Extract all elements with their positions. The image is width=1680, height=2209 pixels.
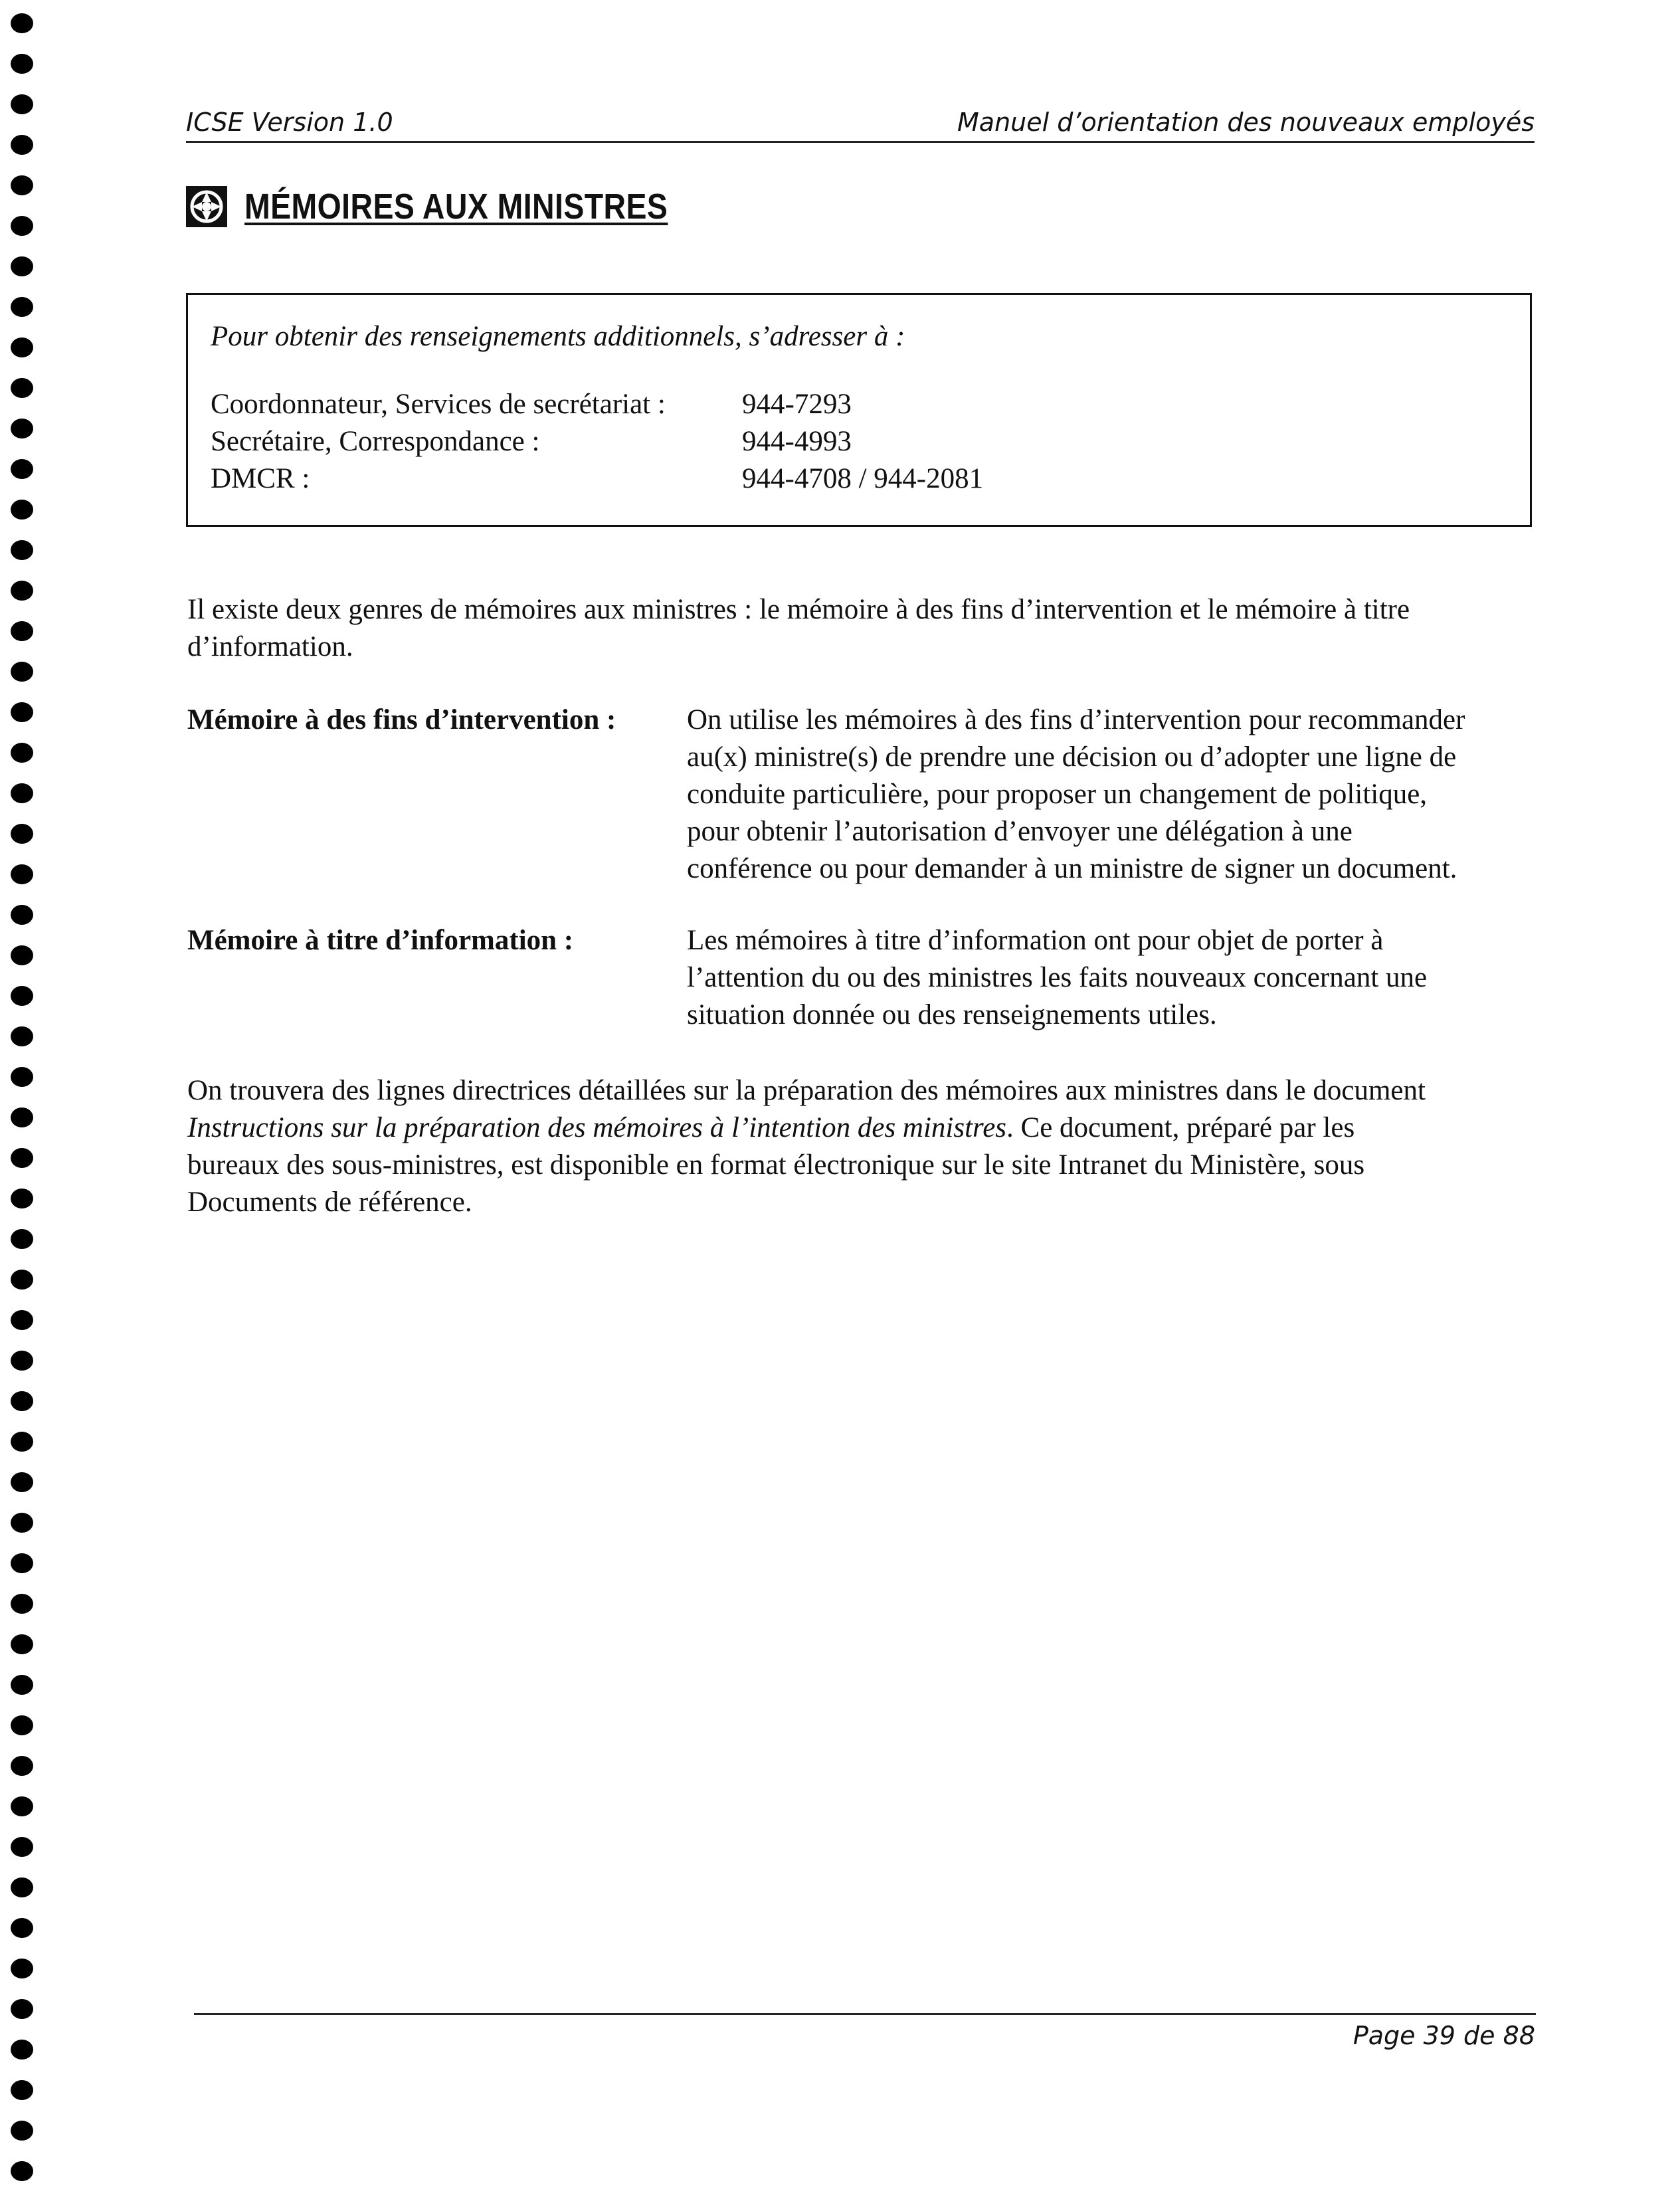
contact-box bbox=[186, 293, 1532, 527]
binding-hole bbox=[11, 94, 33, 114]
binding-hole bbox=[11, 662, 33, 682]
contact-label: Coordonnateur, Services de secrétariat : bbox=[211, 389, 666, 420]
binding-hole bbox=[11, 1796, 33, 1816]
binding-hole bbox=[11, 337, 33, 357]
binding-hole bbox=[11, 500, 33, 520]
binding-hole bbox=[11, 1148, 33, 1168]
binding-hole bbox=[11, 2161, 33, 2181]
contact-label: Secrétaire, Correspondance : bbox=[211, 426, 540, 457]
closing-paragraph bbox=[187, 1072, 1542, 1221]
binding-hole bbox=[11, 1067, 33, 1087]
binding-hole bbox=[11, 13, 33, 33]
closing-line: bureaux des sous-ministres, est disponible en format électronique sur le site Intranet du Ministère, sous bbox=[187, 1149, 1365, 1181]
document-reference-title: Instructions sur la préparation des mémoires à l’intention des ministres bbox=[187, 1112, 1007, 1143]
definition-line: conférence ou pour demander à un ministre de signer un document. bbox=[687, 853, 1457, 884]
contact-intro: Pour obtenir des renseignements additionnels, s’adresser à : bbox=[211, 321, 905, 352]
definition-text bbox=[687, 922, 1544, 1034]
binding-hole bbox=[11, 540, 33, 560]
contact-row bbox=[211, 462, 984, 495]
binding-hole bbox=[11, 581, 33, 601]
binding-hole bbox=[11, 1553, 33, 1573]
binding-hole bbox=[11, 1594, 33, 1614]
running-header bbox=[186, 105, 1535, 143]
definition-line: l’attention du ou des ministres les faits nouveaux concernant une bbox=[687, 962, 1428, 993]
binding-hole bbox=[11, 1472, 33, 1492]
intro-line: d’information. bbox=[187, 631, 353, 662]
binding-hole bbox=[11, 2080, 33, 2100]
binding-hole bbox=[11, 1026, 33, 1046]
binding-hole bbox=[11, 1999, 33, 2019]
binding-holes bbox=[11, 0, 37, 2209]
binding-hole bbox=[11, 864, 33, 884]
page-title: MÉMOIRES AUX MINISTRES bbox=[244, 187, 668, 227]
binding-hole bbox=[11, 824, 33, 844]
binding-hole bbox=[11, 743, 33, 763]
binding-hole bbox=[11, 945, 33, 965]
closing-line: Documents de référence. bbox=[187, 1187, 472, 1218]
binding-hole bbox=[11, 1918, 33, 1938]
closing-line: On trouvera des lignes directrices détaillées sur la préparation des mémoires aux ministres dans le document bbox=[187, 1075, 1426, 1106]
contact-phone: 944-4708 / 944-2081 bbox=[742, 463, 984, 494]
page-number: Page 39 de 88 bbox=[1353, 2021, 1535, 2050]
binding-hole bbox=[11, 1391, 33, 1411]
binding-hole bbox=[11, 1432, 33, 1452]
binding-hole bbox=[11, 135, 33, 155]
binding-hole bbox=[11, 1756, 33, 1776]
definition-line: conduite particulière, pour proposer un changement de politique, bbox=[687, 779, 1428, 810]
closing-line bbox=[187, 1109, 1542, 1147]
definition-line: pour obtenir l’autorisation d’envoyer une délégation à une bbox=[687, 816, 1353, 847]
binding-hole bbox=[11, 1107, 33, 1127]
header-manual-title: Manuel d’orientation des nouveaux employés bbox=[957, 108, 1535, 137]
section-emblem-icon bbox=[186, 186, 227, 227]
binding-hole bbox=[11, 256, 33, 276]
section-title bbox=[186, 183, 737, 230]
definition-term: Mémoire à des fins d’intervention : bbox=[187, 704, 616, 735]
binding-hole bbox=[11, 1229, 33, 1249]
contact-label: DMCR : bbox=[211, 463, 310, 494]
contact-row bbox=[211, 425, 852, 458]
binding-hole bbox=[11, 1877, 33, 1897]
binding-hole bbox=[11, 1837, 33, 1857]
binding-hole bbox=[11, 297, 33, 317]
binding-hole bbox=[11, 175, 33, 195]
binding-hole bbox=[11, 1310, 33, 1330]
footer-rule bbox=[194, 2013, 1536, 2015]
binding-hole bbox=[11, 378, 33, 398]
binding-hole bbox=[11, 1513, 33, 1533]
contact-row bbox=[211, 388, 852, 421]
binding-hole bbox=[11, 905, 33, 925]
contact-phone: 944-4993 bbox=[742, 426, 852, 457]
definition-line: au(x) ministre(s) de prendre une décision ou d’adopter une ligne de bbox=[687, 741, 1457, 773]
binding-hole bbox=[11, 1270, 33, 1290]
binding-hole bbox=[11, 1959, 33, 1978]
definition-line: situation donnée ou des renseignements utiles. bbox=[687, 999, 1217, 1030]
binding-hole bbox=[11, 459, 33, 479]
header-version: ICSE Version 1.0 bbox=[186, 108, 393, 137]
binding-hole bbox=[11, 2121, 33, 2141]
binding-hole bbox=[11, 2040, 33, 2060]
binding-hole bbox=[11, 783, 33, 803]
binding-hole bbox=[11, 419, 33, 438]
binding-hole bbox=[11, 1351, 33, 1371]
intro-line: Il existe deux genres de mémoires aux ministres : le mémoire à des fins d’intervention et le mémoire à titre bbox=[187, 594, 1410, 625]
binding-hole bbox=[11, 1675, 33, 1695]
definition-line: On utilise les mémoires à des fins d’intervention pour recommander bbox=[687, 704, 1465, 735]
contact-phone: 944-7293 bbox=[742, 389, 852, 420]
definition-term: Mémoire à titre d’information : bbox=[187, 925, 574, 956]
binding-hole bbox=[11, 621, 33, 641]
binding-hole bbox=[11, 702, 33, 722]
binding-hole bbox=[11, 1634, 33, 1654]
binding-hole bbox=[11, 54, 33, 74]
binding-hole bbox=[11, 986, 33, 1006]
closing-line-rest: . Ce document, préparé par les bbox=[1006, 1112, 1355, 1143]
definition-line: Les mémoires à titre d’information ont pour objet de porter à bbox=[687, 925, 1384, 956]
binding-hole bbox=[11, 1715, 33, 1735]
binding-hole bbox=[11, 1189, 33, 1208]
intro-paragraph bbox=[187, 591, 1542, 666]
definition-text bbox=[687, 702, 1544, 888]
binding-hole bbox=[11, 216, 33, 236]
